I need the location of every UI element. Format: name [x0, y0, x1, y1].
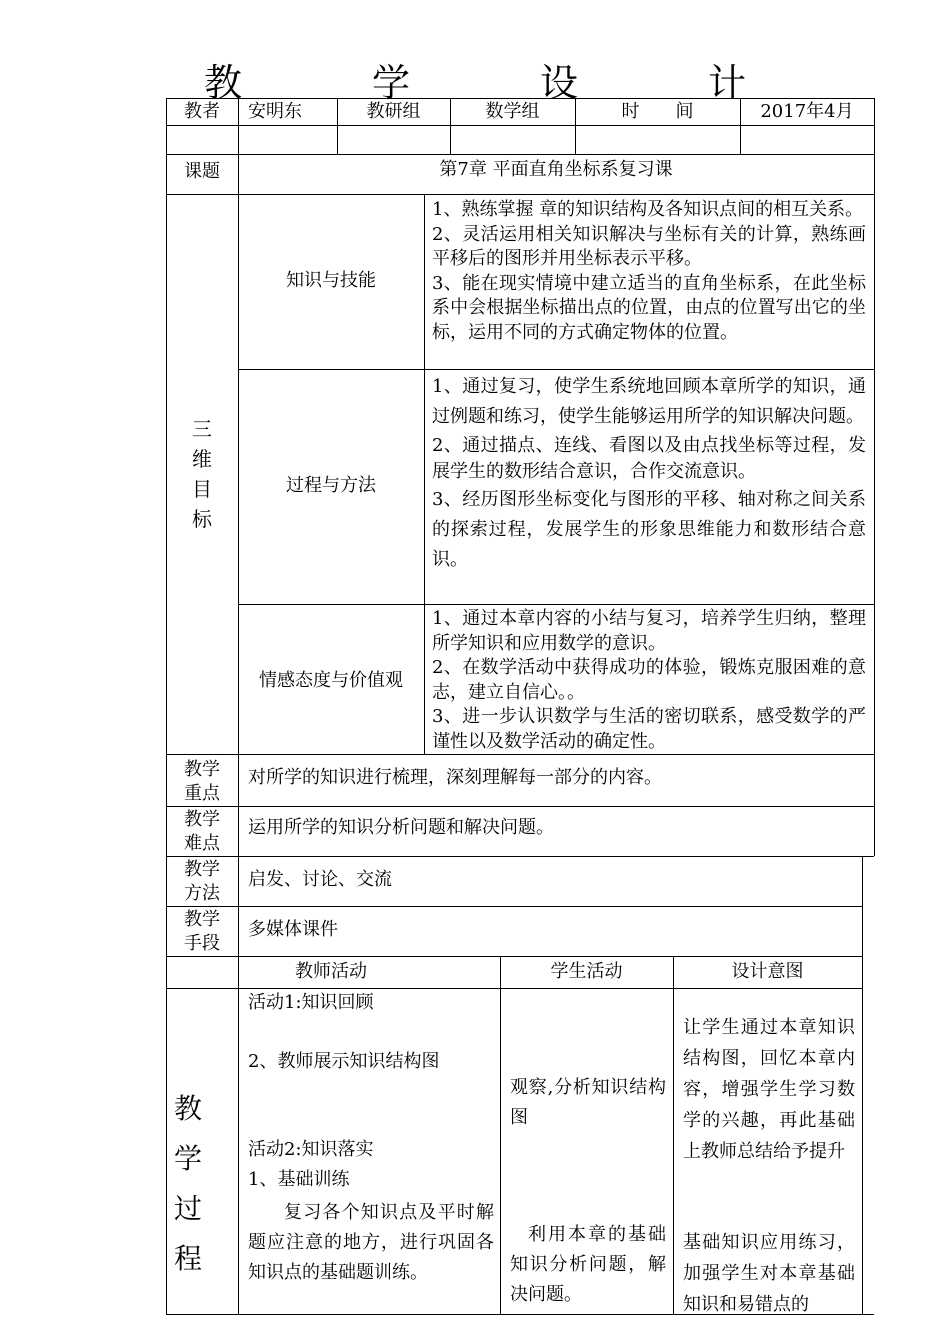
- goals-label-char: 维: [192, 447, 212, 471]
- line-right-low: [862, 856, 863, 1314]
- line-h9: [166, 906, 862, 907]
- emotion-item: 3、进一步认识数学与生活的密切联系，感受数学的严谨性以及数学活动的确定性。: [432, 706, 866, 752]
- process-side-label: [168, 1084, 208, 1284]
- page-title: 教 学 设 计: [203, 61, 792, 105]
- teacher-activity-2-item: 1、基础训练: [248, 1169, 350, 1190]
- line-h5: [238, 604, 874, 605]
- topic-value: 第7章 平面直角坐标系复习课: [439, 159, 673, 180]
- means-label-line: 教学: [184, 909, 220, 930]
- process-side-char: 过: [173, 1192, 202, 1225]
- methods-value: 启发、讨论、交流: [248, 869, 392, 890]
- key-points-label-line: 重点: [184, 783, 220, 804]
- student-activity-2: 利用本章的基础知识分析问题，解决问题。: [510, 1224, 666, 1305]
- process-item: 2、通过描点、连线、看图以及由点找坐标等过程，发展学生的数形结合意识，合作交流意识。: [432, 435, 866, 482]
- line-proc-1: [500, 956, 501, 1314]
- means-label: [166, 908, 238, 956]
- line-right-top: [874, 98, 875, 856]
- line-h11: [166, 988, 862, 989]
- teacher-activity-2: 活动2:知识落实: [248, 1139, 374, 1160]
- methods-label-line: 教学: [184, 859, 220, 880]
- emotion-label: 情感态度与价值观: [259, 670, 403, 691]
- goals-label-char: 目: [192, 477, 212, 501]
- knowledge-item: 3、能在现实情境中建立适当的直角坐标系，在此坐标系中会根据坐标描出点的位置，由点的位置写出它的坐标，运用不同的方式确定物体的位置。: [432, 272, 866, 343]
- line-h2: [166, 154, 874, 155]
- time-label: 时 间: [621, 101, 694, 122]
- line-h10: [166, 956, 862, 957]
- teacher-activity-1: 活动1:知识回顾: [248, 992, 374, 1013]
- knowledge-item: 2、灵活运用相关知识解决与坐标有关的计算，熟练画平移后的图形并用坐标表示平移。: [432, 223, 866, 269]
- line-h4: [238, 369, 874, 370]
- line-h6: [166, 754, 874, 755]
- col-teacher-activity: 教师活动: [295, 961, 367, 982]
- col-design-intent: 设计意图: [731, 961, 804, 982]
- goals-label: [182, 414, 222, 534]
- student-activity-1: 观察,分析知识结构图: [510, 1077, 666, 1128]
- key-points-label: [166, 758, 238, 806]
- difficulties-value: 运用所学的知识分析问题和解决问题。: [248, 817, 554, 838]
- line-top: [166, 98, 874, 99]
- teacher-activity-1-item: 2、教师展示知识结构图: [248, 1051, 440, 1072]
- line-goal-mid: [424, 194, 425, 754]
- process-side-char: 教: [173, 1092, 202, 1125]
- design-intent-2: 基础知识应用练习，加强学生对本章基础知识和易错点的: [683, 1232, 855, 1315]
- time-value: 2017年4月: [760, 101, 854, 122]
- design-intent-1: 让学生通过本章知识结构图，回忆本章内容，增强学生学习数学的兴趣，再此基础上教师总结给予提升: [683, 1017, 855, 1162]
- knowledge-items: [432, 198, 866, 345]
- topic-label: 课题: [184, 161, 220, 182]
- emotion-items: [432, 607, 866, 754]
- teacher-activity-2-text: 复习各个知识点及平时解题应注意的地方，进行巩固各知识点的基础题训练。: [248, 1202, 494, 1283]
- line-h8: [166, 856, 874, 857]
- difficulties-label-line: 教学: [184, 809, 220, 830]
- goals-label-char: 三: [192, 417, 212, 441]
- process-side-char: 程: [173, 1242, 202, 1275]
- line-h3: [166, 194, 874, 195]
- group-name: 数学组: [485, 101, 540, 122]
- key-points-value: 对所学的知识进行梳理，深刻理解每一部分的内容。: [248, 767, 662, 788]
- process-item: 1、通过复习，使学生系统地回顾本章所学的知识，通过例题和练习，使学生能够运用所学的知识解决问题。: [432, 376, 866, 427]
- process-side-char: 学: [173, 1142, 202, 1175]
- emotion-item: 1、通过本章内容的小结与复习，培养学生归纳，整理所学知识和应用数学的意识。: [432, 608, 866, 654]
- line-proc-2: [673, 956, 674, 1314]
- teacher-name: 安明东: [248, 101, 302, 122]
- emotion-item: 2、在数学活动中获得成功的体验，锻炼克服困难的意志，建立自信心。。: [432, 657, 866, 703]
- process-item: 3、经历图形坐标变化与图形的平移、轴对称之间关系的探索过程，发展学生的形象思维能力和数形结合意识。: [432, 489, 866, 570]
- process-label: 过程与方法: [286, 475, 376, 496]
- difficulties-label-line: 难点: [184, 833, 220, 854]
- line-h1: [166, 125, 874, 126]
- means-value: 多媒体课件: [248, 919, 338, 940]
- means-label-line: 手段: [184, 933, 220, 954]
- group-label: 教研组: [366, 101, 421, 122]
- goals-label-char: 标: [192, 507, 212, 531]
- difficulties-label: [166, 808, 238, 856]
- methods-label-line: 方法: [184, 883, 220, 904]
- knowledge-label: 知识与技能: [286, 270, 376, 291]
- line-h7: [166, 806, 874, 807]
- teacher-label: 教者: [184, 101, 220, 122]
- knowledge-item: 1、熟练掌握 章的知识结构及各知识点间的相互关系。: [432, 199, 864, 220]
- process-items: [432, 372, 866, 575]
- methods-label: [166, 858, 238, 906]
- line-left: [166, 98, 167, 1314]
- col-student-activity: 学生活动: [550, 961, 623, 982]
- key-points-label-line: 教学: [184, 759, 220, 780]
